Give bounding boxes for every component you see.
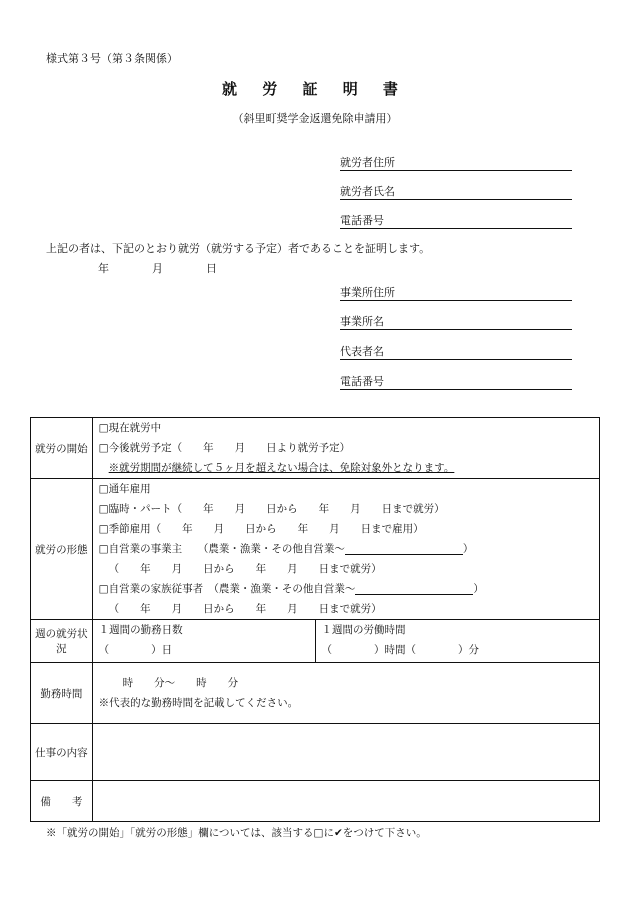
hours-note: ※代表的な勤務時間を記載してください。: [98, 697, 299, 709]
form-yearround-checkbox[interactable]: □通年雇用: [98, 483, 151, 495]
footnote: ※「就労の開始」「就労の形態」欄については、該当する□に✔をつけて下さい。: [46, 827, 427, 839]
family-close-paren: ）: [473, 583, 484, 595]
start-note: ※就労期間が継続して５ヶ月を超えない場合は、免除対象外となります。: [108, 462, 455, 474]
date-day: 日: [206, 262, 217, 275]
hours-cell[interactable]: [92, 663, 599, 724]
employment-table: [30, 417, 600, 822]
table-row-form: [31, 479, 600, 620]
start-options: [92, 418, 599, 479]
week-days-label: １週間の勤務日数: [98, 624, 183, 636]
hours-value[interactable]: 時 分～ 時 分: [122, 677, 239, 689]
form-temporary-checkbox[interactable]: □臨時・パート（ 年 月 日から 年 月 日まで就労）: [98, 503, 445, 515]
owner-period[interactable]: （ 年 月 日から 年 月 日まで就労）: [108, 563, 382, 575]
form-selfemployed-owner[interactable]: [93, 539, 599, 559]
week-hours-value[interactable]: （ ）時間（ ）分: [321, 644, 479, 656]
form-seasonal-checkbox[interactable]: □季節雇用（ 年 月 日から 年 月 日まで雇用）: [98, 523, 424, 535]
start-head: 就労の開始: [31, 418, 93, 479]
date-month: 月: [152, 262, 163, 275]
form-owner-checkbox[interactable]: □自営業の事業主 （農業・漁業・その他自営業～: [98, 543, 345, 555]
remarks-cell[interactable]: [92, 781, 599, 822]
worker-phone-field[interactable]: 電話番号: [340, 213, 572, 229]
worker-address-field[interactable]: 就労者住所: [340, 155, 572, 171]
owner-close-paren: ）: [462, 543, 474, 555]
table-row-hours: [31, 663, 600, 724]
week-days-value[interactable]: （ ）日: [98, 644, 173, 656]
certification-statement: 上記の者は、下記のとおり就労（就労する予定）者であることを証明します。: [46, 242, 431, 255]
employer-address-field[interactable]: 事業所住所: [340, 285, 572, 301]
hours-head: 勤務時間: [31, 663, 93, 724]
employer-phone-field[interactable]: 電話番号: [340, 374, 572, 390]
start-planned-checkbox[interactable]: □今後就労予定（ 年 月 日より就労予定）: [98, 442, 351, 454]
form-number: 様式第３号（第３条関係）: [46, 52, 178, 65]
week-hours-cell[interactable]: [315, 620, 600, 663]
page-subtitle: （斜里町奨学金返還免除申請用）: [232, 112, 398, 125]
table-row-work: [31, 724, 600, 781]
employer-name-field[interactable]: 事業所名: [340, 314, 572, 330]
certification-date[interactable]: [98, 260, 217, 276]
start-current-checkbox[interactable]: □現在就労中: [98, 422, 162, 434]
table-row-remarks: [31, 781, 600, 822]
table-row-start: [31, 418, 600, 479]
worker-name-field[interactable]: 就労者氏名: [340, 184, 572, 200]
week-days-cell[interactable]: [92, 620, 315, 663]
remarks-head: 備 考: [31, 781, 93, 822]
table-row-week: [31, 620, 600, 663]
week-hours-label: １週間の労働時間: [321, 624, 406, 636]
week-head: 週の就労状況: [31, 620, 93, 663]
form-family-checkbox[interactable]: □自営業の家族従事者 （農業・漁業・その他自営業～: [98, 583, 356, 595]
form-head: 就労の形態: [31, 479, 93, 620]
date-year: 年: [98, 262, 109, 275]
work-content-cell[interactable]: [92, 724, 599, 781]
form-options: [92, 479, 599, 620]
form-selfemployed-family[interactable]: [93, 579, 599, 599]
representative-name-field[interactable]: 代表者名: [340, 344, 572, 360]
page-title: 就 労 証 明 書: [222, 80, 408, 98]
family-period[interactable]: （ 年 月 日から 年 月 日まで就労）: [108, 603, 382, 615]
family-other-input[interactable]: [355, 584, 473, 595]
work-head: 仕事の内容: [31, 724, 93, 781]
owner-other-input[interactable]: [345, 544, 463, 555]
